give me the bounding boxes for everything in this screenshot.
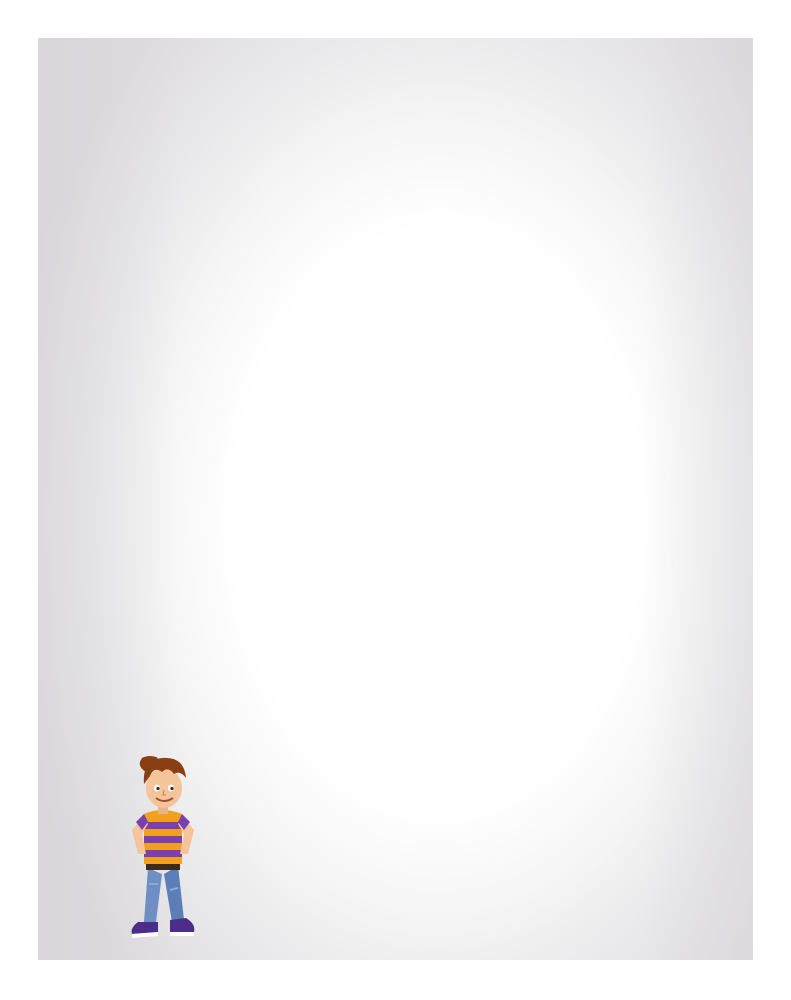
- book-page: [38, 38, 753, 960]
- table-of-contents: [216, 139, 650, 151]
- boy-mascot-illustration: [118, 750, 210, 948]
